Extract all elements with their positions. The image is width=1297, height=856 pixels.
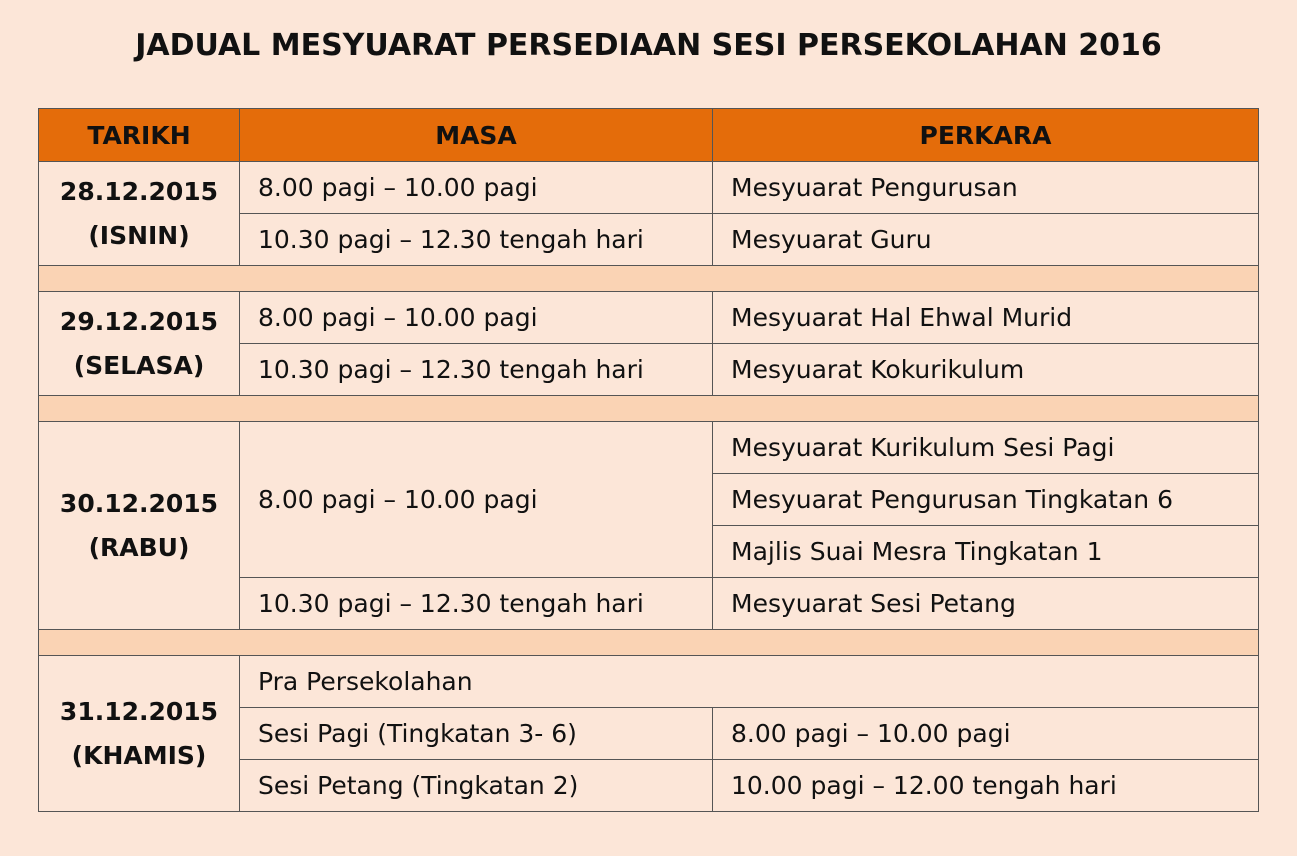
date-text: 28.12.2015 <box>59 176 219 206</box>
separator-row <box>39 630 1259 656</box>
time-cell: 8.00 pagi – 10.00 pagi <box>713 708 1259 760</box>
date-text: 30.12.2015 <box>59 488 219 518</box>
day-text: (RABU) <box>88 532 190 562</box>
day-text: (ISNIN) <box>88 220 190 250</box>
item-cell: Mesyuarat Guru <box>713 214 1259 266</box>
session-cell: Sesi Petang (Tingkatan 2) <box>240 760 713 812</box>
date-cell <box>39 656 240 812</box>
item-cell: Mesyuarat Hal Ehwal Murid <box>713 292 1259 344</box>
item-cell: Majlis Suai Mesra Tingkatan 1 <box>713 526 1259 578</box>
item-cell: Mesyuarat Kurikulum Sesi Pagi <box>713 422 1259 474</box>
time-cell: 10.30 pagi – 12.30 tengah hari <box>240 214 713 266</box>
separator-row <box>39 266 1259 292</box>
time-cell: 10.00 pagi – 12.00 tengah hari <box>713 760 1259 812</box>
table-header-row <box>39 109 1259 162</box>
day-text: (SELASA) <box>73 350 205 380</box>
date-cell <box>39 422 240 630</box>
item-cell: Mesyuarat Pengurusan <box>713 162 1259 214</box>
time-cell: 8.00 pagi – 10.00 pagi <box>240 162 713 214</box>
date-cell <box>39 292 240 396</box>
time-cell: 8.00 pagi – 10.00 pagi <box>240 292 713 344</box>
header-date: TARIKH <box>39 109 240 162</box>
table-row <box>39 422 1259 474</box>
table-row <box>39 656 1259 708</box>
day-text: (KHAMIS) <box>71 740 207 770</box>
header-time: MASA <box>240 109 713 162</box>
header-item: PERKARA <box>713 109 1259 162</box>
time-cell: 8.00 pagi – 10.00 pagi <box>240 422 713 578</box>
date-text: 29.12.2015 <box>59 306 219 336</box>
page-title: JADUAL MESYUARAT PERSEDIAAN SESI PERSEKOLAHAN 2016 <box>135 28 1162 63</box>
schedule-table <box>38 108 1259 812</box>
date-text: 31.12.2015 <box>59 696 219 726</box>
session-cell: Sesi Pagi (Tingkatan 3- 6) <box>240 708 713 760</box>
separator-row <box>39 396 1259 422</box>
time-cell: 10.30 pagi – 12.30 tengah hari <box>240 578 713 630</box>
table-row <box>39 162 1259 214</box>
table-row <box>39 292 1259 344</box>
item-cell: Mesyuarat Pengurusan Tingkatan 6 <box>713 474 1259 526</box>
item-cell: Mesyuarat Sesi Petang <box>713 578 1259 630</box>
time-cell: 10.30 pagi – 12.30 tengah hari <box>240 344 713 396</box>
item-cell: Mesyuarat Kokurikulum <box>713 344 1259 396</box>
date-cell <box>39 162 240 266</box>
pra-cell: Pra Persekolahan <box>240 656 1259 708</box>
